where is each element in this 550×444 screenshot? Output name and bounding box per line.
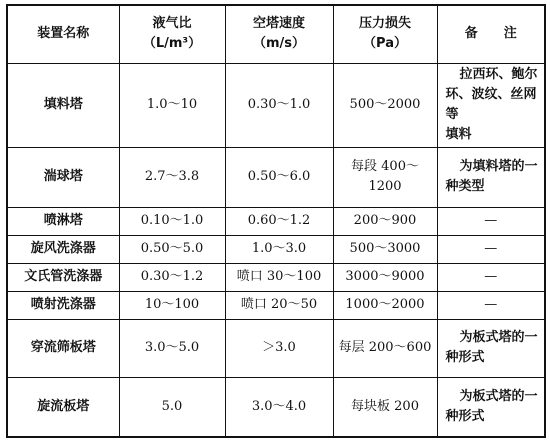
loss-cell: 每段 400～1200: [333, 147, 437, 207]
speed-cell: 0.60～1.2: [225, 207, 333, 235]
device-name-cell: 文氏管洗涤器: [7, 263, 119, 291]
header-row: [7, 5, 545, 63]
speed-cell: 0.30～1.0: [225, 63, 333, 147]
table-row: [7, 207, 545, 235]
remark-cell: 为板式塔的一 种形式: [437, 377, 545, 437]
loss-cell: 200～900: [333, 207, 437, 235]
speed-cell: 喷口 20～50: [225, 291, 333, 319]
loss-cell: 1000～2000: [333, 291, 437, 319]
device-name-cell: 填料塔: [7, 63, 119, 147]
ratio-cell: 0.50～5.0: [119, 235, 225, 263]
header-device-name: 装置名称: [7, 5, 119, 63]
speed-cell: 0.50～6.0: [225, 147, 333, 207]
scrubber-parameter-table: [6, 4, 546, 438]
device-name-cell: 旋风洗涤器: [7, 235, 119, 263]
loss-cell: 500～3000: [333, 235, 437, 263]
table-container: [6, 4, 546, 438]
speed-cell: 1.0～3.0: [225, 235, 333, 263]
device-name-cell: 旋流板塔: [7, 377, 119, 437]
ratio-cell: 10～100: [119, 291, 225, 319]
table-row: [7, 147, 545, 207]
loss-cell: 500～2000: [333, 63, 437, 147]
header-remark: 备 注: [437, 5, 545, 63]
device-name-cell: 喷淋塔: [7, 207, 119, 235]
ratio-cell: 2.7～3.8: [119, 147, 225, 207]
device-name-cell: 喷射洗涤器: [7, 291, 119, 319]
ratio-cell: 0.30～1.2: [119, 263, 225, 291]
device-name-cell: 湍球塔: [7, 147, 119, 207]
table-row: [7, 63, 545, 147]
header-superficial-velocity: 空塔速度 （m/s）: [225, 5, 333, 63]
loss-cell: 每块板 200: [333, 377, 437, 437]
speed-cell: ＞3.0: [225, 319, 333, 377]
table-row: [7, 235, 545, 263]
remark-cell: 为填料塔的一 种类型: [437, 147, 545, 207]
ratio-cell: 1.0～10: [119, 63, 225, 147]
table-row: [7, 263, 545, 291]
remark-cell: —: [437, 235, 545, 263]
header-pressure-loss: 压力损失 （Pa）: [333, 5, 437, 63]
remark-cell: —: [437, 207, 545, 235]
ratio-cell: 3.0～5.0: [119, 319, 225, 377]
table-row: [7, 291, 545, 319]
device-name-cell: 穿流筛板塔: [7, 319, 119, 377]
remark-cell: 为板式塔的一 种形式: [437, 319, 545, 377]
table-row: [7, 319, 545, 377]
loss-cell: 3000～9000: [333, 263, 437, 291]
remark-cell: —: [437, 263, 545, 291]
speed-cell: 喷口 30～100: [225, 263, 333, 291]
ratio-cell: 0.10～1.0: [119, 207, 225, 235]
remark-cell: —: [437, 291, 545, 319]
remark-cell: 拉西环、鲍尔 环、波纹、丝网等 填料: [437, 63, 545, 147]
table-row: [7, 377, 545, 437]
speed-cell: 3.0～4.0: [225, 377, 333, 437]
ratio-cell: 5.0: [119, 377, 225, 437]
loss-cell: 每层 200～600: [333, 319, 437, 377]
header-liquid-gas-ratio: 液气比 （L/m³）: [119, 5, 225, 63]
